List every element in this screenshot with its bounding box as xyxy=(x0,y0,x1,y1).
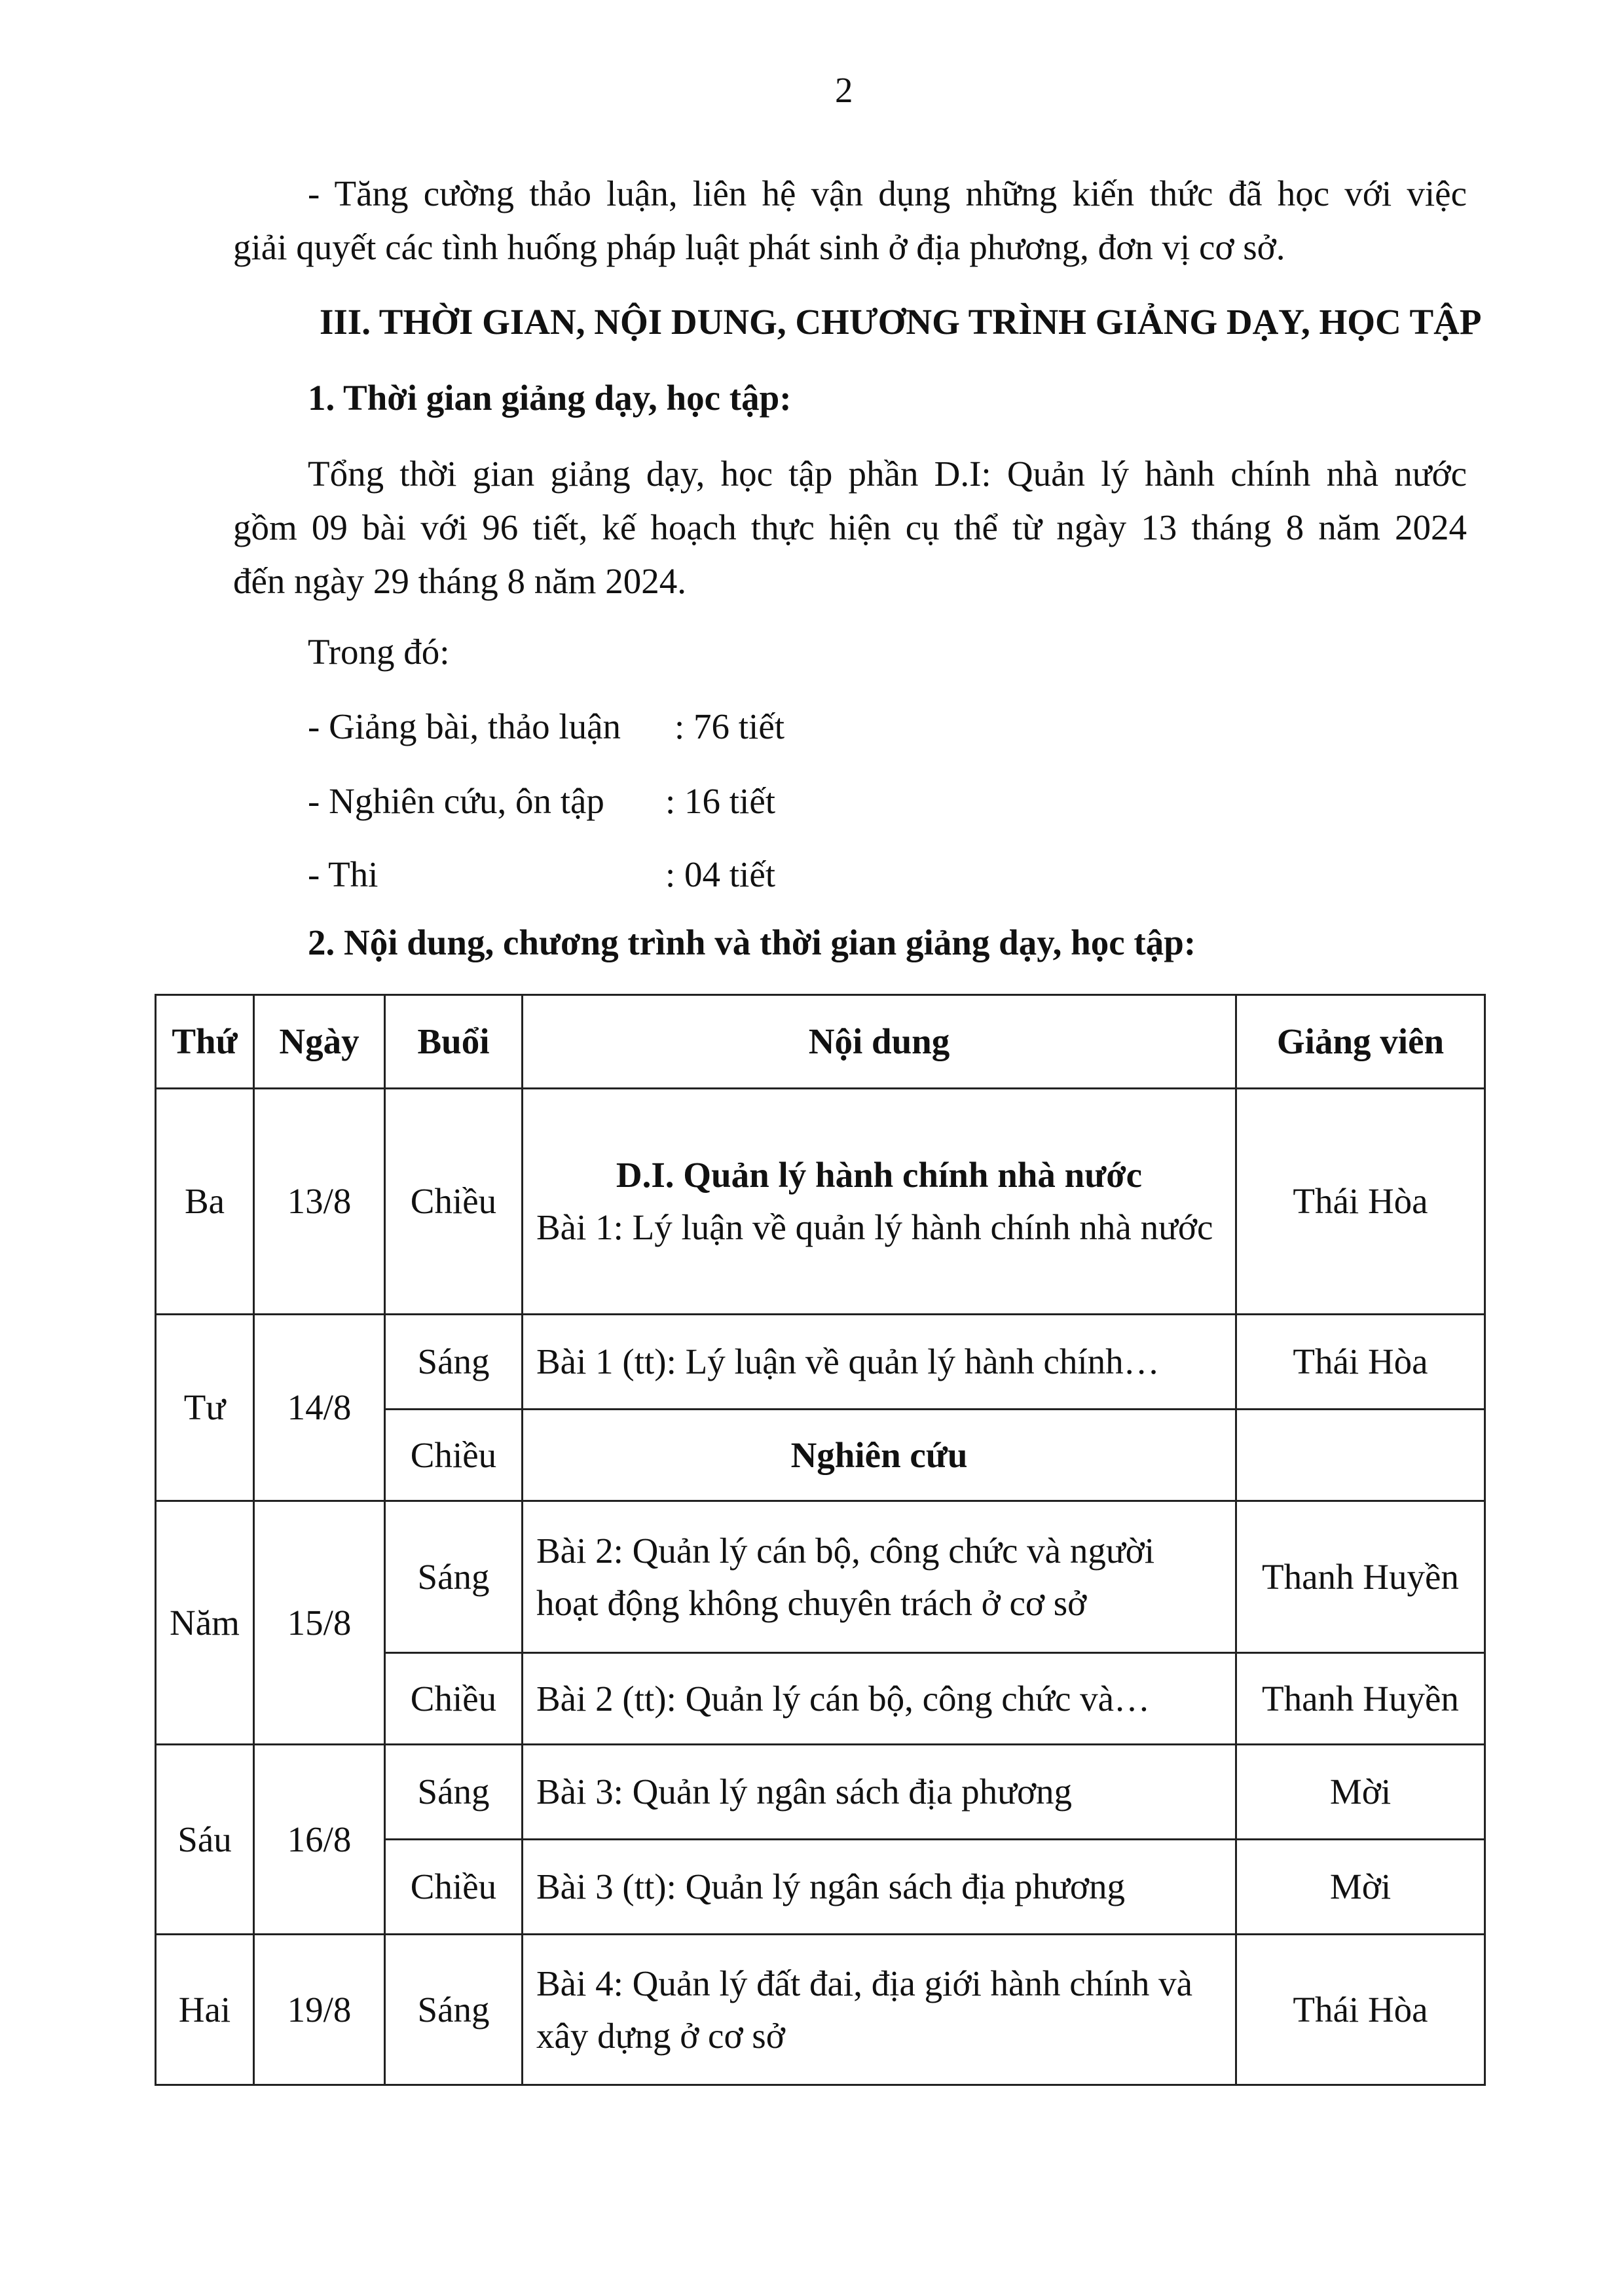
cell-buoi: Sáng xyxy=(385,1935,523,2085)
cell-buoi: Chiều xyxy=(385,1653,523,1745)
cell-ngay: 19/8 xyxy=(254,1935,385,2085)
header-ngay: Ngày xyxy=(254,995,385,1089)
cell-thu: Sáu xyxy=(156,1745,254,1935)
cell-ngay: 15/8 xyxy=(254,1501,385,1745)
table-row xyxy=(156,1935,1485,2085)
cell-giang-vien: Thái Hòa xyxy=(1236,1089,1485,1315)
cell-giang-vien: Thái Hòa xyxy=(1236,1315,1485,1410)
section-title: D.I. Quản lý hành chính nhà nước xyxy=(616,1155,1143,1195)
breakdown-value: : 04 tiết xyxy=(665,854,776,894)
cell-buoi: Chiều xyxy=(385,1089,523,1315)
section-heading: III. THỜI GIAN, NỘI DUNG, CHƯƠNG TRÌNH GIẢNG DẠY, HỌC TẬP xyxy=(320,302,1482,342)
schedule-table xyxy=(155,994,1486,2086)
trong-do-label: Trong đó: xyxy=(308,632,450,672)
page-number: 2 xyxy=(835,70,853,110)
table-row xyxy=(156,1315,1485,1410)
cell-giang-vien: Thanh Huyền xyxy=(1236,1653,1485,1745)
cell-thu: Ba xyxy=(156,1089,254,1315)
cell-buoi: Chiều xyxy=(385,1410,523,1501)
cell-noi-dung: Bài 3 (tt): Quản lý ngân sách địa phương xyxy=(523,1840,1236,1935)
subsection-heading: 1. Thời gian giảng dạy, học tập: xyxy=(308,378,792,418)
cell-giang-vien: Mời xyxy=(1236,1745,1485,1840)
cell-buoi: Sáng xyxy=(385,1745,523,1840)
cell-buoi: Sáng xyxy=(385,1501,523,1653)
cell-noi-dung: Bài 3: Quản lý ngân sách địa phương xyxy=(523,1745,1236,1840)
breakdown-value: : 76 tiết xyxy=(674,706,785,746)
cell-thu: Hai xyxy=(156,1935,254,2085)
cell-buoi: Sáng xyxy=(385,1315,523,1410)
cell-noi-dung: Bài 4: Quản lý đất đai, địa giới hành chính và xây dựng ở cơ sở xyxy=(523,1935,1236,2085)
breakdown-label: - Thi xyxy=(308,854,378,894)
paragraph-line: Tổng thời gian giảng dạy, học tập phần D.I: Quản lý hành chính nhà nước xyxy=(308,454,1467,494)
header-thu: Thứ xyxy=(156,995,254,1089)
paragraph-line: - Tăng cường thảo luận, liên hệ vận dụng những kiến thức đã học với việc xyxy=(308,173,1467,213)
table-row xyxy=(156,1501,1485,1653)
cell-giang-vien: Thái Hòa xyxy=(1236,1935,1485,2085)
header-noi-dung: Nội dung xyxy=(523,995,1236,1089)
cell-ngay: 13/8 xyxy=(254,1089,385,1315)
breakdown-value: : 16 tiết xyxy=(665,781,776,821)
cell-ngay: 16/8 xyxy=(254,1745,385,1935)
cell-noi-dung: Bài 2: Quản lý cán bộ, công chức và người hoạt động không chuyên trách ở cơ sở xyxy=(523,1501,1236,1653)
cell-thu: Tư xyxy=(156,1315,254,1501)
header-giang-vien: Giảng viên xyxy=(1236,995,1485,1089)
breakdown-label: - Nghiên cứu, ôn tập xyxy=(308,781,604,821)
cell-noi-dung: Bài 1 (tt): Lý luận về quản lý hành chính… xyxy=(523,1315,1236,1410)
cell-giang-vien: Thanh Huyền xyxy=(1236,1501,1485,1653)
cell-noi-dung: Bài 2 (tt): Quản lý cán bộ, công chức và… xyxy=(523,1653,1236,1745)
paragraph-line: gồm 09 bài với 96 tiết, kế hoạch thực hiện cụ thể từ ngày 13 tháng 8 năm 2024 xyxy=(233,507,1467,547)
cell-thu: Năm xyxy=(156,1501,254,1745)
lesson-text: Bài 1: Lý luận về quản lý hành chính nhà nước xyxy=(536,1207,1213,1247)
cell-noi-dung: Nghiên cứu xyxy=(523,1410,1236,1501)
breakdown-label: - Giảng bài, thảo luận xyxy=(308,706,621,746)
table-header-row xyxy=(156,995,1485,1089)
table-row xyxy=(156,1089,1485,1315)
header-buoi: Buổi xyxy=(385,995,523,1089)
paragraph-line: giải quyết các tình huống pháp luật phát sinh ở địa phương, đơn vị cơ sở. xyxy=(233,227,1285,267)
cell-noi-dung xyxy=(523,1089,1236,1315)
cell-giang-vien xyxy=(1236,1410,1485,1501)
paragraph-line: đến ngày 29 tháng 8 năm 2024. xyxy=(233,561,686,601)
subsection-heading: 2. Nội dung, chương trình và thời gian giảng dạy, học tập: xyxy=(308,922,1196,962)
cell-giang-vien: Mời xyxy=(1236,1840,1485,1935)
table-row xyxy=(156,1745,1485,1840)
cell-ngay: 14/8 xyxy=(254,1315,385,1501)
cell-buoi: Chiều xyxy=(385,1840,523,1935)
